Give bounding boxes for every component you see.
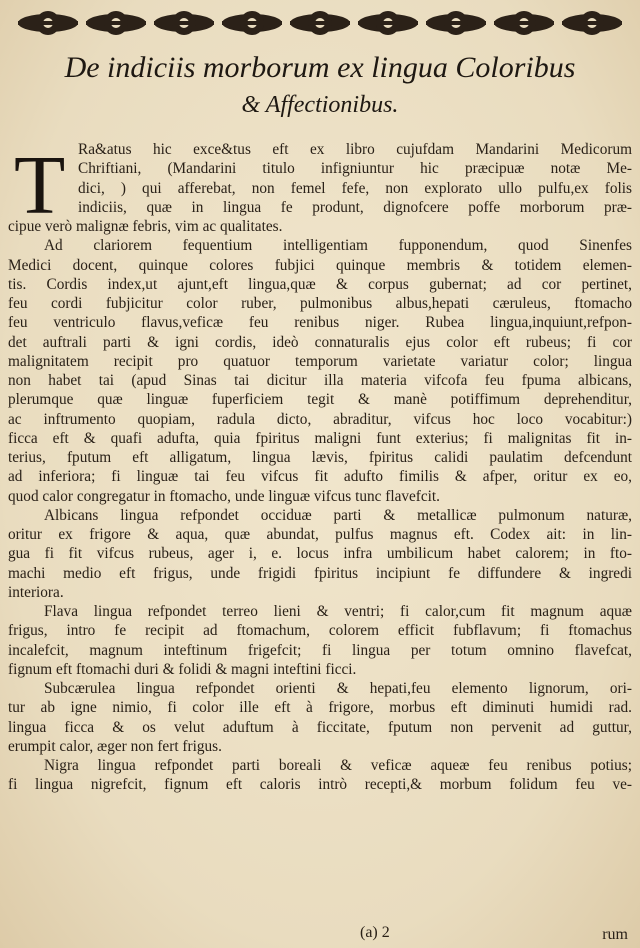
fleuron-icon (18, 11, 78, 35)
fleuron-icon (562, 11, 622, 35)
text-line: Medici docent, quinque colores fubjici quinque membris & totidem elemen- (8, 256, 632, 274)
fleuron-icon (222, 11, 282, 35)
chapter-subtitle: & Affectionibus. (241, 92, 399, 118)
text-line: interiora. (8, 583, 64, 601)
text-line: fignum eft ftomachi duri & folidi & magni inteftini ficci. (8, 660, 357, 678)
text-line: malignitatem recipit pro quatuor temporum varietate variatur color; lingua (8, 352, 632, 370)
text-line: Chriftiani, (Mandarini titulo infigniuntur hic præcipuæ notæ Me- (78, 160, 632, 178)
text-line: machi medio eft frigus, unde frigidi fpiritus incipiunt fe diffundere & ingredi (8, 564, 632, 582)
text-line: tur ab igne nimio, fi color ille eft à frigore, morbus eft diminuti humidi rad. (8, 699, 632, 717)
chapter-title: De indiciis morborum ex lingua Coloribus (64, 51, 576, 84)
fleuron-icon (290, 11, 350, 35)
text-line: feu cordi fubjicitur color ruber, pulmonibus albus,hepati cæruleus, ftomacho (8, 295, 632, 312)
text-line: erumpit calor, æger non fert frigus. (8, 737, 222, 755)
text-line: gua fi fit vifcus rubeus, ager i, e. locus infra umbilicum habet calorem; in fto- (8, 545, 632, 563)
text-line: Albicans lingua refpondet occiduæ parti & metallicæ pulmonum naturæ, (44, 506, 632, 524)
text-line: dici, ) qui afferebat, non femel fefe, non explorato ullo pulfu,ex folis (78, 179, 632, 197)
text-line: terius, fputum eft alligatum, lingua lævis, fpiritus calidi paulatim defcendunt (8, 449, 632, 466)
text-block (8, 140, 632, 795)
text-line: non habet tai (apud Sinas tai dicitur illa materia vifcofa feu fpuma albicans, (8, 372, 632, 389)
text-line: Subcærulea lingua refpondet orienti & hepati,feu elemento lignorum, ori- (44, 680, 632, 697)
text-line: Nigra lingua refpondet parti boreali & veficæ aqueæ feu renibus potius; (44, 757, 632, 774)
text-line: tis. Cordis index,ut ajunt,eft lingua,quæ & corpus gubernat; ad cor pertinet, (8, 275, 632, 293)
text-line: Ra&atus hic exce&tus eft ex libro cujufdam Mandarini Medicorum (78, 141, 632, 158)
text-line: incalefcit, magnum inteftinum frigefcit; fi lingua per totum omnino flavefcat, (8, 641, 632, 659)
fleuron-icon (358, 11, 418, 35)
text-line: cipue verò malignæ febris, vim ac qualitates. (8, 218, 283, 235)
text-line: frigus, intro fe recipit ad ftomachum, colorem efficit fubflavum; fi ftomachus (8, 622, 632, 640)
catchword: rum (602, 926, 628, 943)
text-line: Flava lingua refpondet terreo lieni & ventri; fi calor,cum fit magnum aquæ (44, 603, 632, 620)
text-line: Ad clariorem fequentium intelligentiam fupponendum, quod Sinenfes (44, 237, 632, 255)
text-line: indiciis, quæ in lingua fe produnt, dignofcere poffe morborum præ- (78, 198, 632, 216)
fleuron-icon (154, 11, 214, 35)
fleuron-icon (494, 11, 554, 35)
ornamental-border (14, 4, 626, 42)
text-line: fi lingua nigrefcit, fignum eft caloris intrò recepti,& morbum folidum feu ve- (8, 776, 632, 794)
text-line: det auftrali parti & igni cordis, ideò connaturalis ejus color eft rubeus; fi cor (8, 333, 632, 351)
text-line: ficca eft & quafi adufta, quia fpiritus maligni funt exterius; fi malignitas fit in- (8, 429, 632, 447)
text-line: feu ventriculo flavus,veficæ feu renibus niger. Rubea lingua,inquiunt,refpon- (8, 314, 632, 332)
text-line: oritur ex frigore & aqua, quæ abundat, pulfus magnus eft. Codex ait: in lin- (8, 526, 632, 543)
text-line: ac inftrumento quopiam, radula dicto, abraditur, vifcus hoc loco vocabitur:) (8, 410, 632, 428)
page-footer (0, 922, 640, 946)
fleuron-icon (86, 11, 146, 35)
fleuron-icon (426, 11, 486, 35)
signature-mark: (a) 2 (360, 924, 390, 941)
text-line: ad inferiora; fi linguæ tai feu vifcus fit adufto fimilis & afper, oritur ex eo, (8, 468, 632, 486)
text-line: lingua ficca & os velut aduftum à ficcitate, fputum non pervenit ad guttur, (8, 718, 632, 736)
drop-cap: T (14, 139, 66, 232)
text-line: plerumque quæ linguæ fuperficiem tegit & manè potiffimum deprehenditur, (8, 391, 632, 409)
text-line: quod calor congregatur in ftomacho, unde linguæ vifcus tunc flavefcit. (8, 487, 441, 505)
